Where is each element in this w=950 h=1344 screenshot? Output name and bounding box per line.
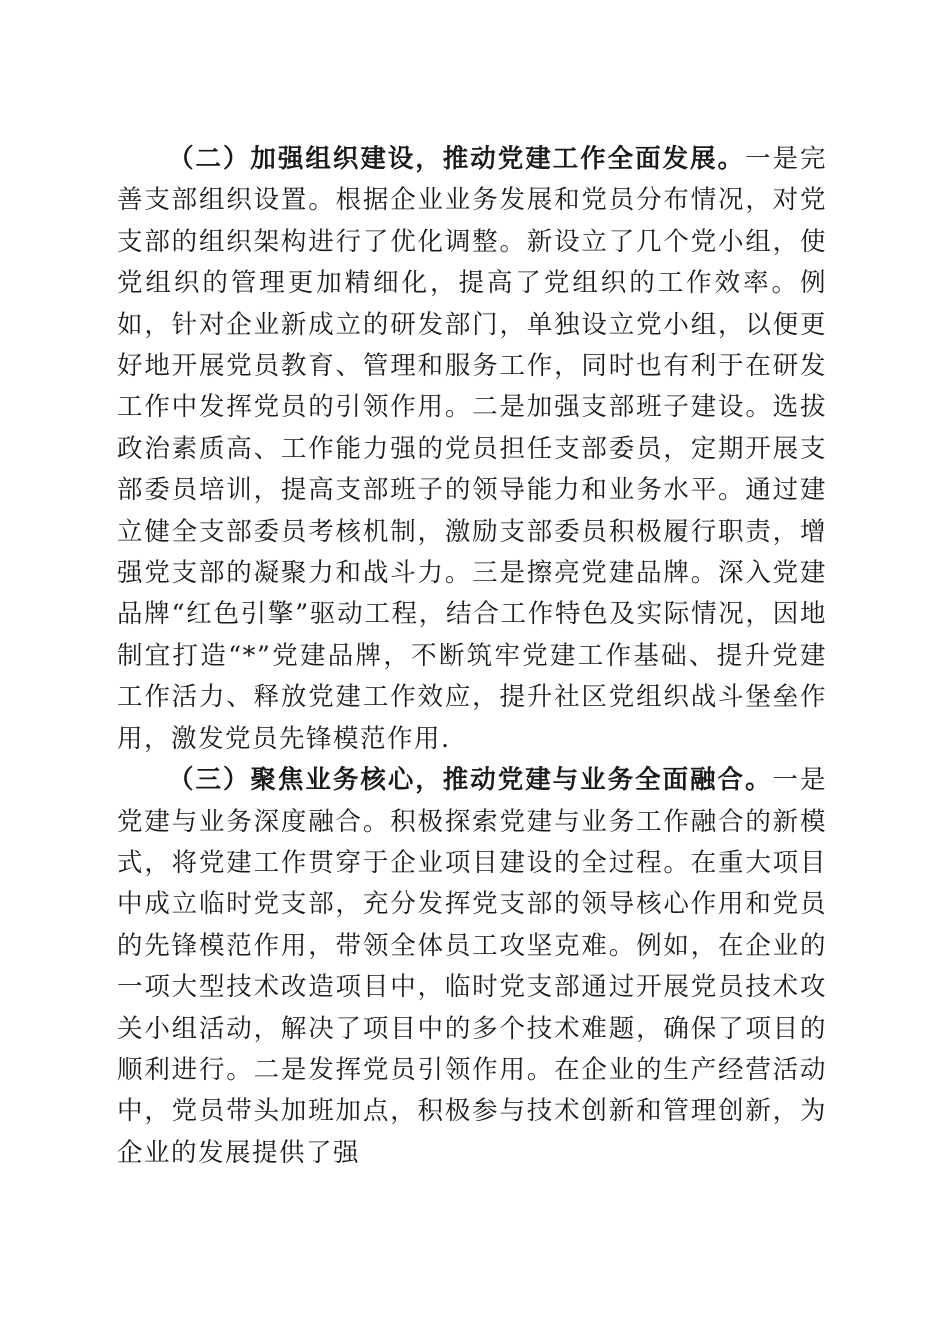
paragraph-body: 一是完善支部组织设置。根据企业业务发展和党员分布情况，对党支部的组织架构进行了优化调整。新设立了几个党小组，使党组织的管理更加精细化，提高了党组织的工作效率。例如，针对企业新成立的研发部门，单独设立党小组，以便更好地开展党员教育、管理和服务工作，同时也有利于在研发工作中发挥党员的引领作用。二是加强支部班子建设。选拔政治素质高、工作能力强的党员担任支部委员，定期开展支部委员培训，提高支部班子的领导能力和业务水平。通过建立健全支部委员考核机制，激励支部委员积极履行职责，增强党支部的凝聚力和战斗力。三是擦亮党建品牌。深入党建品牌“红色引擎”驱动工程，结合工作特色及实际情况，因地制宜打造“*”党建品牌，不断筑牢党建工作基础、提升党建工作活力、释放党建工作效应，提升社区党组织战斗堡垒作用，激发党员先锋模范作用. xyxy=(117,144,827,754)
paragraph-heading: （二）加强组织建设，推动党建工作全面发展。 xyxy=(168,144,746,174)
paragraph-business-integration xyxy=(117,760,827,1174)
paragraph-heading: （三）聚焦业务核心，推动党建与业务全面融合。 xyxy=(168,765,773,796)
paragraph-body: 一是党建与业务深度融合。积极探索党建与业务工作融合的新模式，将党建工作贯穿于企业项目建设的全过程。在重大项目中成立临时党支部，充分发挥党支部的领导核心作用和党员的先锋模范作用，带领全体员工攻坚克难。例如，在企业的一项大型技术改造项目中，临时党支部通过开展党员技术攻关小组活动，解决了项目中的多个技术难题，确保了项目的顺利进行。二是发挥党员引领作用。在企业的生产经营活动中，党员带头加班加点，积极参与技术创新和管理创新，为企业的发展提供了强 xyxy=(117,765,827,1168)
paragraph-organization-building xyxy=(117,139,827,760)
document-page xyxy=(117,139,827,1174)
